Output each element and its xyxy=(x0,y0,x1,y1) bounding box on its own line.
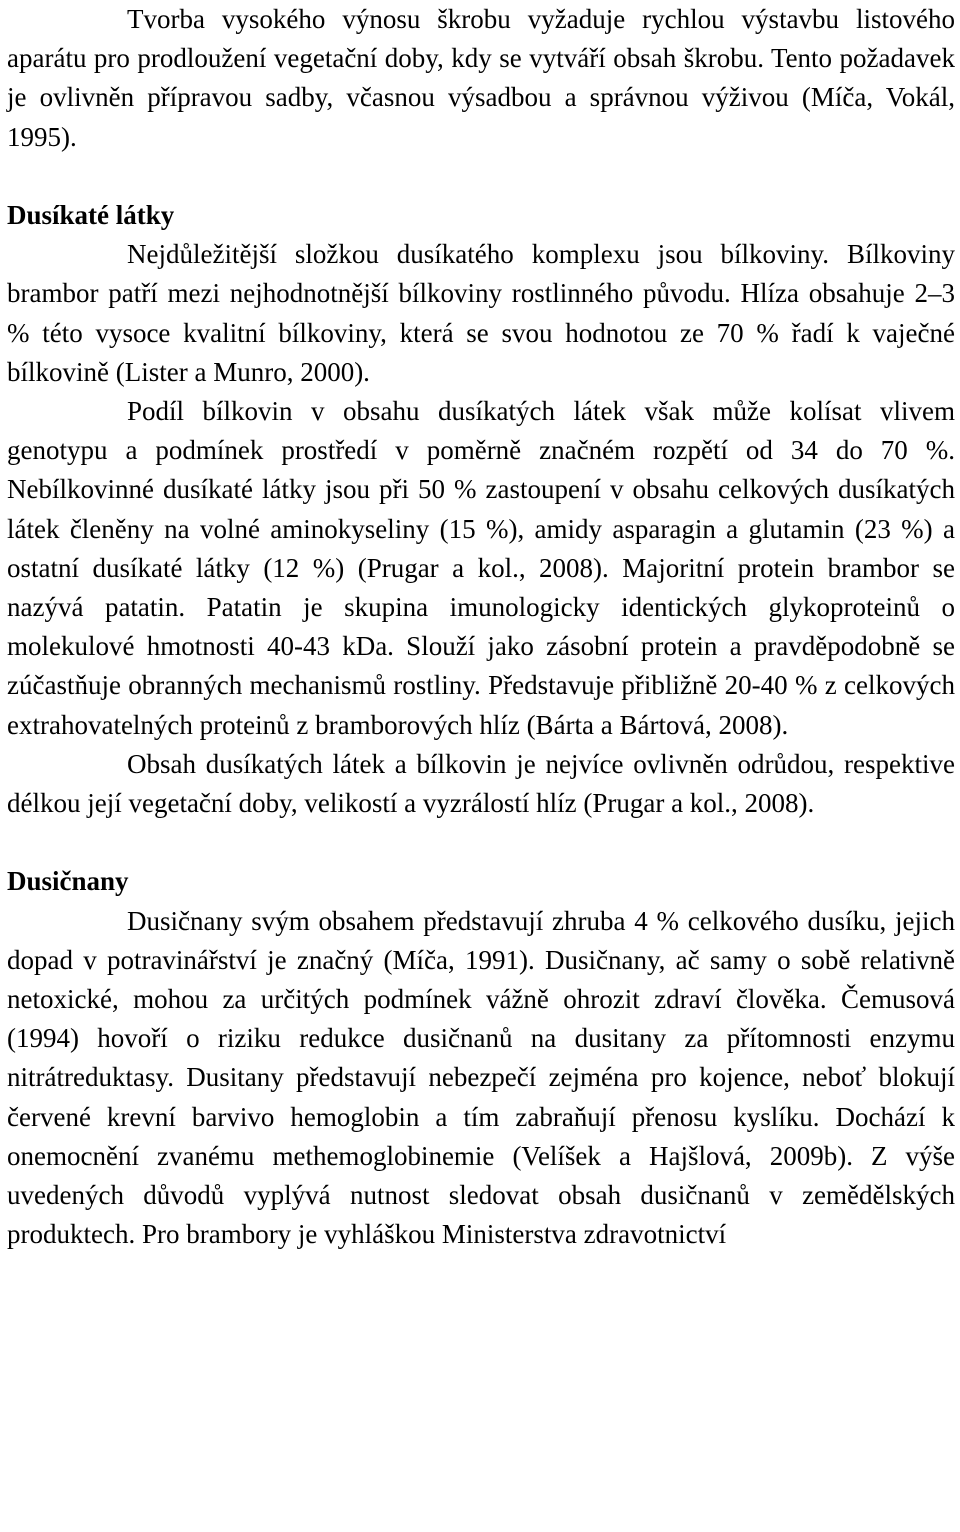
paragraph-protein-share: Podíl bílkovin v obsahu dusíkatých látek však může kolísat vlivem genotypu a podmínek prostředí v poměrně značném rozpětí od 34 do 70 %. Nebílkovinné dusíkaté látky jsou při 50 % zastoupení v obsahu celkových dusíkatých látek členěny na volné aminokyseliny (15 %), amidy asparagin a glutamin (23 %) a ostatní dusíkaté látky (12 %) (Prugar a kol., 2008). Majoritní protein brambor se nazývá patatin. Patatin je skupina imunologicky identických glykoproteinů o molekulové hmotnosti 40-43 kDa. Slouží jako zásobní protein a pravděpodobně se zúčastňuje obranných mechanismů rostliny. Představuje přibližně 20-40 % z celkových extrahovatelných proteinů z bramborových hlíz (Bárta a Bártová, 2008). xyxy=(7,396,955,740)
section-nitrogen-substances xyxy=(7,196,955,823)
section-nitrates xyxy=(7,862,955,1254)
paragraph-intro-continued: Tvorba vysokého výnosu škrobu vyžaduje rychlou výstavbu listového aparátu pro prodloužení vegetační doby, kdy se vytváří obsah škrobu. Tento požadavek je ovlivněn přípravou sadby, včasnou výsadbou a správnou výživou (Míča, Vokál, 1995). xyxy=(7,4,955,152)
paragraph-nitrates: Dusičnany svým obsahem představují zhruba 4 % celkového dusíku, jejich dopad v potravinářství je značný (Míča, 1991). Dusičnany, ač samy o sobě relativně netoxické, mohou za určitých podmínek vážně ohrozit zdraví člověka. Čemusová (1994) hovoří o riziku redukce dusičnanů na dusitany za přítomnosti enzymu nitrátreduktasy. Dusitany představují nebezpečí zejména pro kojence, neboť blokují červené krevní barvivo hemoglobin a tím zabraňují přenosu kyslíku. Dochází k onemocnění zvanému methemoglobinemie (Velíšek a Hajšlová, 2009b). Z výše uvedených důvodů vyplývá nutnost sledovat obsah dusičnanů v zemědělských produktech. Pro brambory je vyhláškou Ministerstva zdravotnictví xyxy=(7,905,955,1250)
section-heading-nitrogen-substances: Dusíkaté látky xyxy=(7,200,175,230)
document-page xyxy=(7,0,955,1254)
paragraph-proteins: Nejdůležitější složkou dusíkatého komplexu jsou bílkoviny. Bílkoviny brambor patří mezi nejhodnotnější bílkoviny rostlinného původu. Hlíza obsahuje 2–3 % této vysoce kvalitní bílkoviny, která se svou hodnotou ze 70 % řadí k vaječné bílkovině (Lister a Munro, 2000). xyxy=(7,239,955,387)
section-heading-nitrates: Dusičnany xyxy=(7,866,129,897)
paragraph-nitrogen-content: Obsah dusíkatých látek a bílkovin je nejvíce ovlivněn odrůdou, respektive délkou její vegetační doby, velikostí a vyzrálostí hlíz (Prugar a kol., 2008). xyxy=(7,748,955,819)
